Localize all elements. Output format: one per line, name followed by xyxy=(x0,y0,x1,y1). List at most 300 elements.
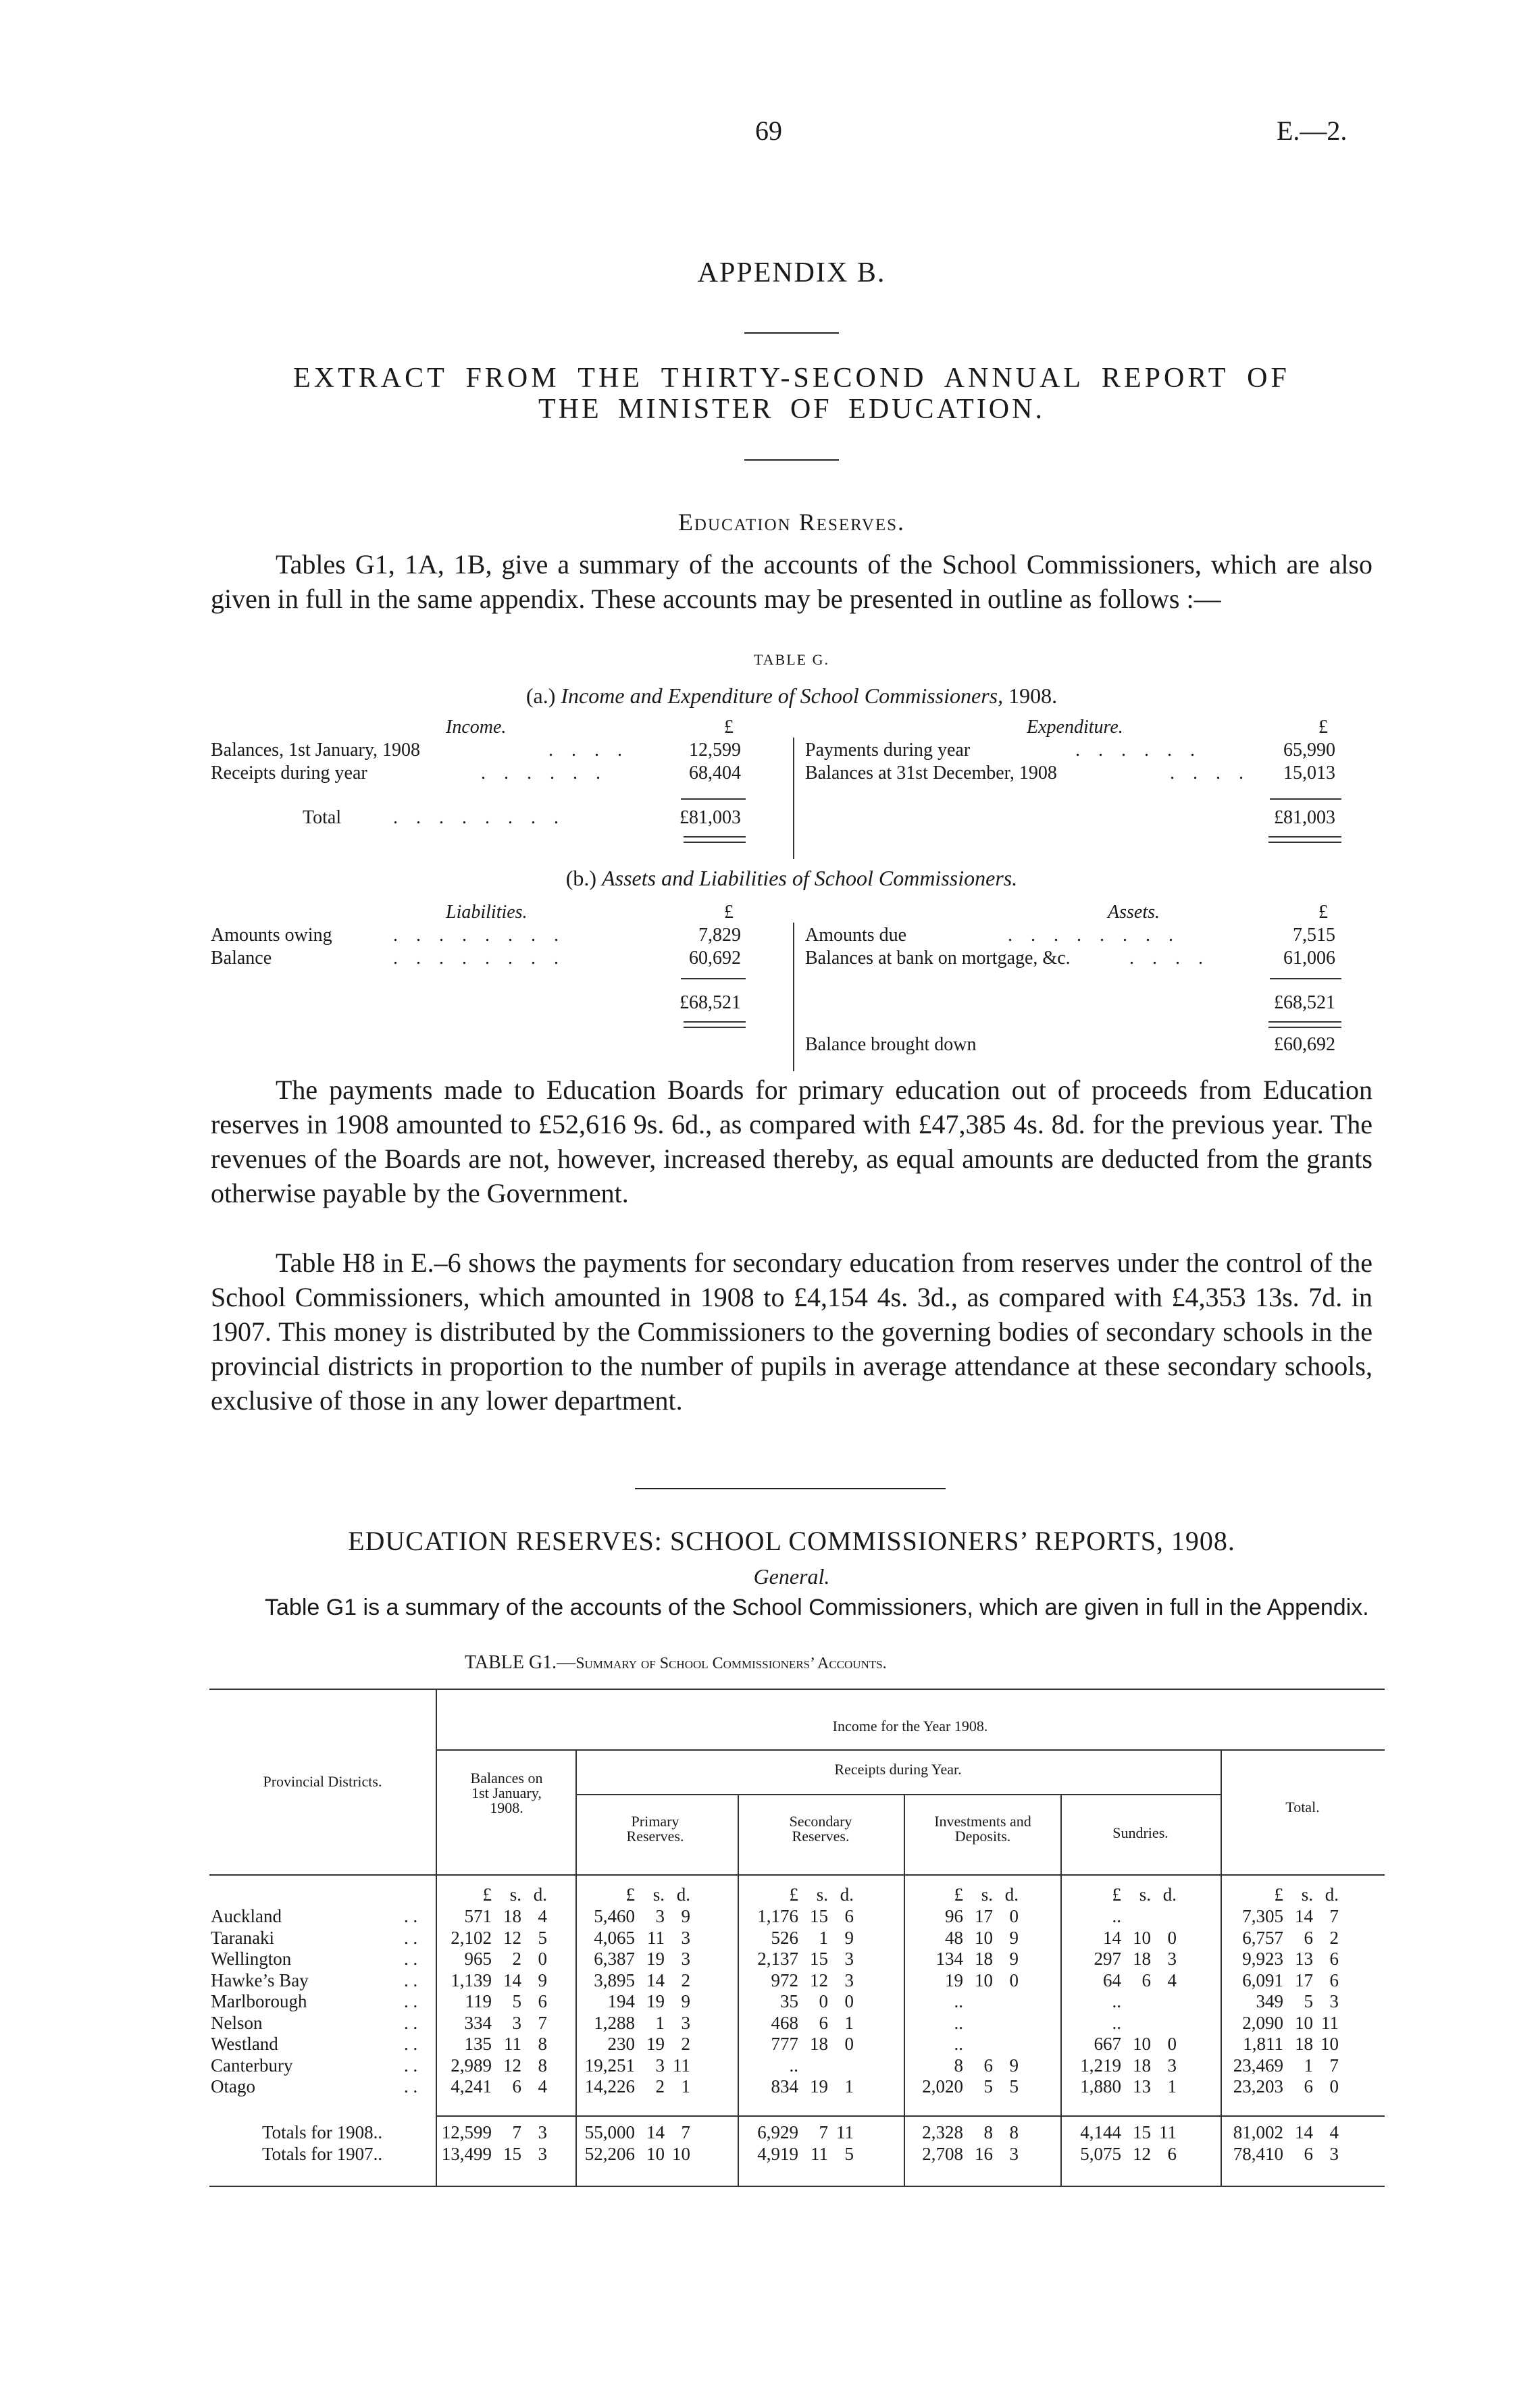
amount-sec-pounds: 468 xyxy=(771,2012,798,2033)
amount-bal-pence: 9 xyxy=(538,1970,547,1990)
income-row-value: 68,404 xyxy=(689,763,741,783)
total-sec-pence: 11 xyxy=(836,2122,854,2142)
amount-inv-pence: 5 xyxy=(1009,2076,1019,2096)
amount-sec-pounds: 35 xyxy=(780,1991,798,2011)
amount-sec xyxy=(731,1970,854,1992)
amount-sun-pence xyxy=(1151,1906,1177,1928)
intro-paragraph: Tables G1, 1A, 1B, give a summary of the accounts of the School Commissioners, which are also given in full in the same appendix. These accounts may be presented in outline as follows :— xyxy=(211,549,1372,614)
amount-sun-pounds: 64 xyxy=(1103,1970,1121,1990)
amount-tot-pence: 6 xyxy=(1329,1970,1339,1990)
amount-sun-shillings xyxy=(1121,1906,1151,1928)
amount-inv xyxy=(896,1991,1019,2013)
total-inv-shillings: 16 xyxy=(975,2143,993,2164)
amount-pri xyxy=(567,1906,690,1928)
total-inv xyxy=(896,2122,1019,2144)
investments-header: Investments and Deposits. xyxy=(934,1813,1031,1845)
currency-symbol: £ xyxy=(724,717,734,738)
amount-pri-pounds: 4,065 xyxy=(594,1927,635,1948)
amount-bal xyxy=(424,2034,547,2055)
amount-sun xyxy=(1054,1991,1177,2013)
total-pri-pence: 10 xyxy=(672,2143,690,2164)
amount-pri-pence: 3 xyxy=(681,1927,690,1948)
amount-sun-pounds: 297 xyxy=(1094,1949,1121,1969)
asset-row-label: Amounts due xyxy=(805,925,907,946)
amount-pri-shillings: 11 xyxy=(647,1927,665,1948)
amount-bal-shillings: 6 xyxy=(512,2076,521,2096)
amount-tot-pounds: 349 xyxy=(1256,1991,1283,2011)
table-g-b-caption: (b.) Assets and Liabilities of School Commissioners. xyxy=(565,866,1018,890)
amount-tot-pounds: 7,305 xyxy=(1242,1906,1283,1926)
amount-sun xyxy=(1054,2034,1177,2055)
amount-tot-shillings: 1 xyxy=(1304,2055,1313,2076)
total-sec xyxy=(731,2144,854,2165)
total-inv-pence: 8 xyxy=(1009,2122,1019,2142)
amount-inv-pounds: 96 xyxy=(945,1906,963,1926)
amount-pri-pounds: 6,387 xyxy=(594,1949,635,1969)
totals-label: Totals for 1907.. xyxy=(262,2143,383,2164)
unit-header xyxy=(1216,1884,1339,1906)
expenditure-row-value: 65,990 xyxy=(1283,740,1335,761)
amount-inv-pence xyxy=(993,2013,1019,2034)
amount-sun-shillings: 18 xyxy=(1133,1949,1151,1969)
amount-inv-pounds: .. xyxy=(954,2012,963,2033)
unit-header-pence: d. xyxy=(676,1884,690,1905)
amount-pri-pence: 11 xyxy=(673,2055,690,2076)
section-heading: Education Reserves. xyxy=(677,509,906,536)
table-top-rule xyxy=(209,1689,1385,1690)
amount-tot-shillings: 10 xyxy=(1295,2012,1313,2033)
amount-sun-pence: 3 xyxy=(1167,2055,1177,2076)
amount-inv xyxy=(896,1906,1019,1928)
amount-inv-pounds: 19 xyxy=(945,1970,963,1990)
leader-dots: . . xyxy=(404,2012,418,2033)
total-bal-pence: 3 xyxy=(538,2122,547,2142)
amount-tot xyxy=(1216,1991,1339,2013)
balance-brought-down-label: Balance brought down xyxy=(805,1034,977,1055)
amount-sun-shillings: 13 xyxy=(1133,2076,1151,2096)
amount-sun-pounds: .. xyxy=(1112,2012,1121,2033)
table-g-b: Liabilities. £ Assets. £ Amounts owing . . . . . . . . 7,829 Balance . . . . . . . . 60,692 Amounts due . . . . . . . . 7,515 Balances at bank on mortgage, &c. . . . . 61,006 £68,521 £68,521 Balance brought down £60,692 xyxy=(211,901,1386,1063)
amount-sec-pounds: 972 xyxy=(771,1970,798,1990)
total-bal-pounds: 13,499 xyxy=(441,2143,492,2164)
liability-row-value: 7,829 xyxy=(698,925,741,946)
section2-heading: EDUCATION RESERVES: SCHOOL COMMISSIONERS’ REPORTS, 1908. xyxy=(348,1526,1235,1556)
balance-brought-down-value: £60,692 xyxy=(1274,1034,1335,1055)
amount-sec xyxy=(731,2013,854,2034)
total-inv-shillings: 8 xyxy=(983,2122,993,2142)
table-g-a: Income. £ Expenditure. £ Balances, 1st January, 1908 . . . . 12,599 Receipts during year . . . . . . 68,404 Payments during year . . . . . . 65,990 Balances at 31st December, 1908 . . . . 15,013 Total . . . . . . . . £81,003 £81,003 xyxy=(211,716,1386,865)
amount-bal xyxy=(424,1991,547,2013)
total-sun-shillings: 12 xyxy=(1133,2143,1151,2164)
leader-dots: . . xyxy=(404,1970,418,1990)
amount-pri-pounds: 3,895 xyxy=(594,1970,635,1990)
amount-pri-shillings: 19 xyxy=(646,1991,665,2011)
amount-inv-shillings xyxy=(963,2013,993,2034)
amount-tot-pence: 0 xyxy=(1329,2076,1339,2096)
amount-pri xyxy=(567,2013,690,2034)
amount-sun-shillings: 10 xyxy=(1133,2034,1151,2054)
total-tot xyxy=(1216,2144,1339,2165)
amount-pri xyxy=(567,1991,690,2013)
amount-bal-shillings: 14 xyxy=(503,1970,521,1990)
amount-bal-pounds: 2,989 xyxy=(451,2055,492,2076)
amount-inv-pence: 0 xyxy=(1009,1906,1019,1926)
amount-sec xyxy=(731,1991,854,2013)
amount-bal-pence: 0 xyxy=(538,1949,547,1969)
amount-inv xyxy=(896,2076,1019,2098)
amount-bal xyxy=(424,1970,547,1992)
amount-inv-pence xyxy=(993,1991,1019,2013)
total-pri-shillings: 10 xyxy=(646,2143,665,2164)
amount-bal-shillings: 3 xyxy=(512,2012,521,2033)
amount-inv-pounds: 134 xyxy=(935,1949,963,1969)
amount-sun-pounds: 1,880 xyxy=(1080,2076,1121,2096)
total-tot-pounds: 78,410 xyxy=(1233,2143,1283,2164)
amount-sun xyxy=(1054,1970,1177,1992)
currency-symbol: £ xyxy=(1318,902,1328,923)
unit-header-pounds: £ xyxy=(954,1884,963,1905)
amount-bal xyxy=(424,1949,547,1970)
assets-heading: Assets. xyxy=(1108,902,1160,923)
amount-tot-shillings: 6 xyxy=(1304,2076,1313,2096)
leader-dots: . . xyxy=(404,1991,418,2011)
amount-inv-shillings xyxy=(963,2034,993,2055)
amount-tot-shillings: 14 xyxy=(1295,1906,1313,1926)
amount-bal xyxy=(424,1928,547,1949)
total-pri xyxy=(567,2144,690,2165)
leader-dots: . . xyxy=(404,1927,418,1948)
unit-header-pounds: £ xyxy=(625,1884,635,1905)
amount-tot-pounds: 9,923 xyxy=(1242,1949,1283,1969)
amount-sec-pounds: 834 xyxy=(771,2076,798,2096)
amount-bal-pence: 7 xyxy=(538,2012,547,2033)
amount-inv xyxy=(896,2055,1019,2077)
unit-header-pounds: £ xyxy=(482,1884,492,1905)
amount-tot-pounds: 23,469 xyxy=(1233,2055,1283,2076)
amount-inv-pounds: 2,020 xyxy=(922,2076,963,2096)
total-pri-pounds: 52,206 xyxy=(584,2143,635,2164)
amount-pri-shillings: 3 xyxy=(655,1906,665,1926)
extract-title-line2: THE MINISTER OF EDUCATION. xyxy=(538,394,1045,425)
amount-bal-pounds: 334 xyxy=(464,2012,492,2033)
amount-sec-shillings: 15 xyxy=(810,1906,828,1926)
unit-header xyxy=(567,1884,690,1906)
leader-dots: . . xyxy=(404,1949,418,1969)
amount-inv xyxy=(896,1928,1019,1949)
total-sec-shillings: 11 xyxy=(811,2143,828,2164)
amount-bal-pounds: 4,241 xyxy=(451,2076,492,2096)
district-name: Marlborough xyxy=(211,1991,307,2011)
expenditure-total: £81,003 xyxy=(1274,807,1335,828)
amount-inv xyxy=(896,1949,1019,1970)
amount-sun-shillings xyxy=(1121,1991,1151,2013)
section2-subheading: General. xyxy=(753,1564,830,1589)
amount-sun xyxy=(1054,1928,1177,1949)
amount-bal-pence: 6 xyxy=(538,1991,547,2011)
amount-sec xyxy=(731,1906,854,1928)
amount-pri-pounds: 1,288 xyxy=(594,2012,635,2033)
amount-sec-shillings: 19 xyxy=(810,2076,828,2096)
amount-sec xyxy=(731,2055,854,2077)
amount-inv-pence: 0 xyxy=(1009,1970,1019,1990)
liabilities-total: £68,521 xyxy=(679,992,741,1013)
amount-tot-pence: 7 xyxy=(1329,1906,1339,1926)
unit-header xyxy=(1054,1884,1177,1906)
unit-header-pence: d. xyxy=(1162,1884,1177,1905)
amount-pri-pence: 2 xyxy=(681,1970,690,1990)
unit-header-pence: d. xyxy=(840,1884,854,1905)
unit-header-pence: d. xyxy=(533,1884,547,1905)
amount-tot-pence: 11 xyxy=(1321,2012,1339,2033)
total-tot-shillings: 6 xyxy=(1304,2143,1313,2164)
amount-sec-pounds: 1,176 xyxy=(757,1906,798,1926)
total-sun xyxy=(1054,2144,1177,2165)
amount-sun xyxy=(1054,2055,1177,2077)
amount-sec-pence: 0 xyxy=(844,1991,854,2011)
amount-pri-shillings: 2 xyxy=(655,2076,665,2096)
unit-header-shillings: s. xyxy=(509,1884,521,1905)
income-row-label: Balances, 1st January, 1908 xyxy=(211,740,420,761)
amount-tot xyxy=(1216,2055,1339,2077)
amount-bal-shillings: 2 xyxy=(512,1949,521,1969)
expenditure-row-label: Payments during year xyxy=(805,740,971,761)
total-tot-pence: 4 xyxy=(1329,2122,1339,2142)
amount-inv-shillings: 10 xyxy=(975,1970,993,1990)
amount-tot-shillings: 18 xyxy=(1295,2034,1313,2054)
districts-header: Provincial Districts. xyxy=(263,1773,382,1790)
amount-inv xyxy=(896,1970,1019,1992)
paragraph-secondary: Table H8 in E.–6 shows the payments for secondary education from reserves under the control of the School Commissioners, which amounted in 1908 to £4,154 4s. 3d., as compared with £4,353 13s. 7d. in 1907. This money is distributed by the Commissioners to the governing bodies of secondary schools in the provincial districts in proportion to the number of pupils in average attendance at these secondary schools, exclusive of those in any lower department. xyxy=(211,1247,1372,1416)
unit-header-pence: d. xyxy=(1004,1884,1019,1905)
amount-sun xyxy=(1054,2013,1177,2034)
amount-sun-pence: 1 xyxy=(1167,2076,1177,2096)
total-tot-pounds: 81,002 xyxy=(1233,2122,1283,2142)
expenditure-heading: Expenditure. xyxy=(1027,717,1123,738)
amount-tot-pounds: 23,203 xyxy=(1233,2076,1283,2096)
total-inv-pounds: 2,708 xyxy=(922,2143,963,2164)
total-sun-pence: 11 xyxy=(1159,2122,1177,2142)
total-pri xyxy=(567,2122,690,2144)
amount-sun-shillings: 6 xyxy=(1141,1970,1151,1990)
total-sun-pounds: 4,144 xyxy=(1080,2122,1121,2142)
amount-inv-shillings: 6 xyxy=(983,2055,993,2076)
amount-tot xyxy=(1216,1906,1339,1928)
amount-tot-pence: 7 xyxy=(1329,2055,1339,2076)
amount-pri-pence: 3 xyxy=(681,1949,690,1969)
unit-header-shillings: s. xyxy=(652,1884,665,1905)
amount-inv-pence xyxy=(993,2034,1019,2055)
unit-header-pence: d. xyxy=(1325,1884,1339,1905)
total-inv-pounds: 2,328 xyxy=(922,2122,963,2142)
amount-pri xyxy=(567,1928,690,1949)
unit-header-shillings: s. xyxy=(1301,1884,1313,1905)
totals-label: Totals for 1908.. xyxy=(262,2122,383,2142)
amount-tot-pence: 2 xyxy=(1329,1927,1339,1948)
amount-bal-pence: 5 xyxy=(538,1927,547,1948)
income-row-label: Receipts during year xyxy=(211,763,367,783)
income-total: £81,003 xyxy=(679,807,741,828)
total-inv-pence: 3 xyxy=(1009,2143,1019,2164)
amount-sun xyxy=(1054,2076,1177,2098)
liability-row-label: Amounts owing xyxy=(211,925,332,946)
section2-intro: Table G1 is a summary of the accounts of the School Commissioners, which are given in full in the Appendix. xyxy=(265,1595,1369,1620)
totals-rule xyxy=(436,2115,1385,2117)
amount-sec-pence: 3 xyxy=(844,1949,854,1969)
amount-sec-shillings: 15 xyxy=(810,1949,828,1969)
total-inv xyxy=(896,2144,1019,2165)
amount-sec-pounds: 526 xyxy=(771,1927,798,1948)
amount-tot-shillings: 6 xyxy=(1304,1927,1313,1948)
amount-inv-pounds: 8 xyxy=(954,2055,963,2076)
asset-row-label: Balances at bank on mortgage, &c. xyxy=(805,948,1071,969)
total-tot xyxy=(1216,2122,1339,2144)
total-sec-pence: 5 xyxy=(844,2143,854,2164)
liability-row-label: Balance xyxy=(211,948,272,969)
amount-bal-shillings: 5 xyxy=(512,1991,521,2011)
income-row-value: 12,599 xyxy=(689,740,741,761)
total-bal-shillings: 15 xyxy=(503,2143,521,2164)
expenditure-row-label: Balances at 31st December, 1908 xyxy=(805,763,1057,783)
total-header: Total. xyxy=(1285,1799,1320,1816)
amount-bal-pence: 8 xyxy=(538,2034,547,2054)
amount-tot xyxy=(1216,2076,1339,2098)
unit-header-pounds: £ xyxy=(1274,1884,1283,1905)
amount-bal-shillings: 18 xyxy=(503,1906,521,1926)
extract-title-line1: EXTRACT FROM THE THIRTY-SECOND ANNUAL REPORT OF xyxy=(293,363,1290,394)
amount-pri-pence: 9 xyxy=(681,1991,690,2011)
liabilities-heading: Liabilities. xyxy=(446,902,528,923)
amount-pri-pounds: 14,226 xyxy=(584,2076,635,2096)
secondary-header: Secondary Reserves. xyxy=(789,1813,852,1845)
receipts-header-rule xyxy=(575,1794,1221,1795)
unit-header-shillings: s. xyxy=(1139,1884,1151,1905)
amount-sec-pence xyxy=(828,2055,854,2077)
district-name: Canterbury xyxy=(211,2055,293,2076)
amount-pri-shillings: 3 xyxy=(655,2055,665,2076)
table-bottom-rule xyxy=(209,2186,1385,2187)
asset-row-value: 7,515 xyxy=(1293,925,1335,946)
total-label: Total xyxy=(303,807,342,828)
amount-inv-pounds: 48 xyxy=(945,1927,963,1948)
amount-sun-pence: 3 xyxy=(1167,1949,1177,1969)
total-bal-shillings: 7 xyxy=(512,2122,521,2142)
amount-sun-pounds: .. xyxy=(1112,1991,1121,2011)
unit-header-shillings: s. xyxy=(981,1884,993,1905)
amount-bal-pounds: 1,139 xyxy=(451,1970,492,1990)
expenditure-row-value: 15,013 xyxy=(1283,763,1335,783)
amount-tot-pence: 3 xyxy=(1329,1991,1339,2011)
amount-bal-pounds: 135 xyxy=(464,2034,492,2054)
amount-tot-pounds: 1,811 xyxy=(1243,2034,1283,2054)
amount-tot-pounds: 2,090 xyxy=(1242,2012,1283,2033)
leader-dots: . . xyxy=(404,2034,418,2054)
amount-pri xyxy=(567,2076,690,2098)
amount-inv-pounds: .. xyxy=(954,2034,963,2054)
amount-inv-pounds: .. xyxy=(954,1991,963,2011)
amount-tot xyxy=(1216,1928,1339,1949)
total-sec-shillings: 7 xyxy=(819,2122,828,2142)
total-pri-pounds: 55,000 xyxy=(584,2122,635,2142)
income-heading: Income. xyxy=(446,717,507,738)
total-sec-pounds: 6,929 xyxy=(757,2122,798,2142)
doc-reference: E.—2. xyxy=(1277,115,1348,146)
table-g1-caption: TABLE G1.—Summary of School Commissioners’ Accounts. xyxy=(465,1652,887,1673)
amount-sec xyxy=(731,1949,854,1970)
amount-inv-shillings: 17 xyxy=(975,1906,993,1926)
amount-bal xyxy=(424,2076,547,2098)
amount-sun-pence: 4 xyxy=(1167,1970,1177,1990)
table-g-label: TABLE G. xyxy=(753,651,829,668)
amount-bal-pounds: 119 xyxy=(465,1991,492,2011)
amount-tot-pounds: 6,091 xyxy=(1242,1970,1283,1990)
amount-sec-pence: 9 xyxy=(844,1927,854,1948)
district-name: Auckland xyxy=(211,1906,282,1926)
primary-header: Primary Reserves. xyxy=(626,1813,684,1845)
amount-sun xyxy=(1054,1906,1177,1928)
amount-sun-shillings xyxy=(1121,2013,1151,2034)
leader-dots: . . xyxy=(404,2055,418,2076)
amount-tot xyxy=(1216,2013,1339,2034)
amount-pri xyxy=(567,2055,690,2077)
district-name: Westland xyxy=(211,2034,278,2054)
amount-pri xyxy=(567,2034,690,2055)
amount-sec xyxy=(731,2076,854,2098)
unit-header-shillings: s. xyxy=(816,1884,828,1905)
amount-inv-pence: 9 xyxy=(1009,2055,1019,2076)
amount-sun-pounds: .. xyxy=(1112,1906,1121,1926)
amount-inv-shillings xyxy=(963,1991,993,2013)
assets-total: £68,521 xyxy=(1274,992,1335,1013)
amount-pri xyxy=(567,1970,690,1992)
total-sun-pounds: 5,075 xyxy=(1080,2143,1121,2164)
amount-sec-pounds: .. xyxy=(789,2055,798,2076)
unit-header xyxy=(731,1884,854,1906)
amount-sun-shillings: 18 xyxy=(1133,2055,1151,2076)
amount-sec-pence: 1 xyxy=(844,2012,854,2033)
unit-header xyxy=(424,1884,547,1906)
amount-sun-shillings: 10 xyxy=(1133,1927,1151,1948)
amount-sec-shillings: 1 xyxy=(819,1927,828,1948)
district-name: Hawke’s Bay xyxy=(211,1970,309,1990)
amount-sun-pence xyxy=(1151,2013,1177,2034)
amount-bal-pounds: 2,102 xyxy=(451,1927,492,1948)
leader-dots: . . xyxy=(404,2076,418,2096)
amount-sec xyxy=(731,1928,854,1949)
amount-bal-pounds: 965 xyxy=(464,1949,492,1969)
amount-bal xyxy=(424,2013,547,2034)
amount-inv-pence: 9 xyxy=(1009,1949,1019,1969)
unit-header xyxy=(896,1884,1019,1906)
currency-symbol: £ xyxy=(1318,717,1328,738)
amount-pri-pence: 2 xyxy=(681,2034,690,2054)
amount-pri-pounds: 194 xyxy=(607,1991,635,2011)
district-name: Taranaki xyxy=(211,1927,275,1948)
amount-tot xyxy=(1216,2034,1339,2055)
amount-pri-pence: 3 xyxy=(681,2012,690,2033)
leader-dots: . . xyxy=(404,1906,418,1926)
amount-bal-pence: 4 xyxy=(538,1906,547,1926)
amount-sec-shillings: 6 xyxy=(819,2012,828,2033)
amount-sec-shillings: 18 xyxy=(810,2034,828,2054)
amount-tot-shillings: 13 xyxy=(1295,1949,1313,1969)
amount-bal xyxy=(424,1906,547,1928)
district-name: Wellington xyxy=(211,1949,292,1969)
income-header: Income for the Year 1908. xyxy=(832,1718,988,1734)
amount-bal-pence: 8 xyxy=(538,2055,547,2076)
total-bal xyxy=(424,2144,547,2165)
total-tot-shillings: 14 xyxy=(1295,2122,1313,2142)
amount-tot-pence: 10 xyxy=(1320,2034,1339,2054)
